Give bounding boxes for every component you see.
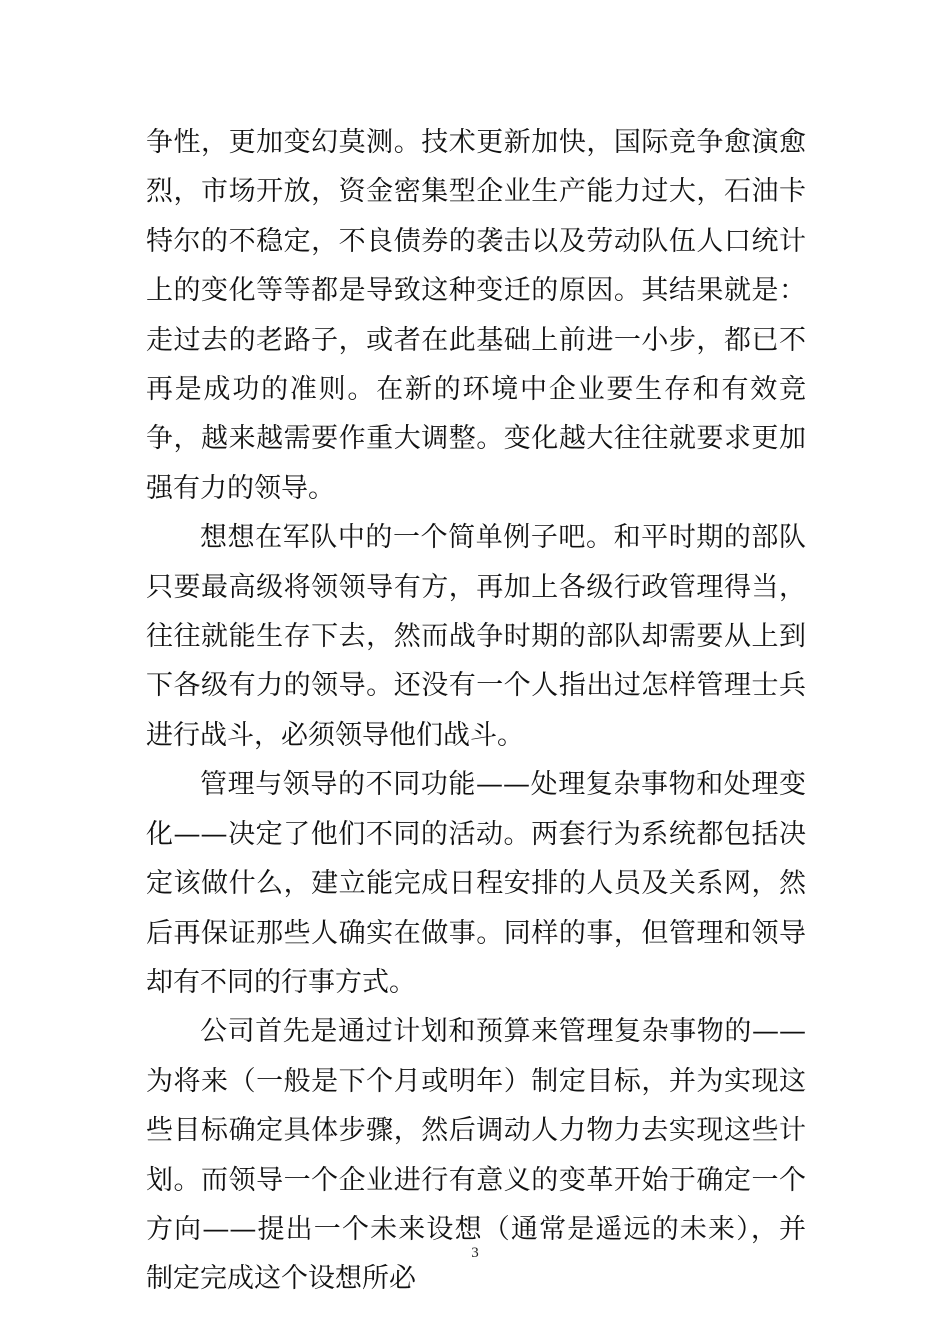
paragraph-continued: 争性，更加变幻莫测。技术更新加快，国际竞争愈演愈烈，市场开放，资金密集型企业生产能力过大，石油卡特尔的不稳定，不良债券的袭击以及劳动队伍人口统计上的变化等等都是导致这种变迁的原因。其结果就是：走过去的老路子，或者在此基础上前进一小步，都已不再是成功的准则。在新的环境中企业要生存和有效竞争，越来越需要作重大调整。变化越大往往就要求更加强有力的领导。: [146, 127, 806, 504]
paragraph-military-example: 想想在军队中的一个简单例子吧。和平时期的部队只要最高级将领领导有方，再加上各级行政管理得当，往往就能生存下去，然而战争时期的部队却需要从上到下各级有力的领导。还没有一个人指出过怎样管理士兵进行战斗，必须领导他们战斗。: [146, 522, 806, 751]
paragraph-planning-and-direction: 公司首先是通过计划和预算来管理复杂事物的——为将来（一般是下个月或明年）制定目标，并为实现这些目标确定具体步骤，然后调动人力物力去实现这些计划。而领导一个企业进行有意义的变革开始于确定一个方向——提出一个未来设想（通常是遥远的未来），并制定完成这个设想所必: [146, 1016, 806, 1295]
paragraph-management-vs-leadership: 管理与领导的不同功能——处理复杂事物和处理变化——决定了他们不同的活动。两套行为系统都包括决定该做什么，建立能完成日程安排的人员及关系网，然后再保证那些人确实在做事。同样的事，但管理和领导却有不同的行事方式。: [146, 769, 806, 998]
page-number: 3: [471, 1245, 479, 1261]
body-text: [146, 118, 806, 1304]
